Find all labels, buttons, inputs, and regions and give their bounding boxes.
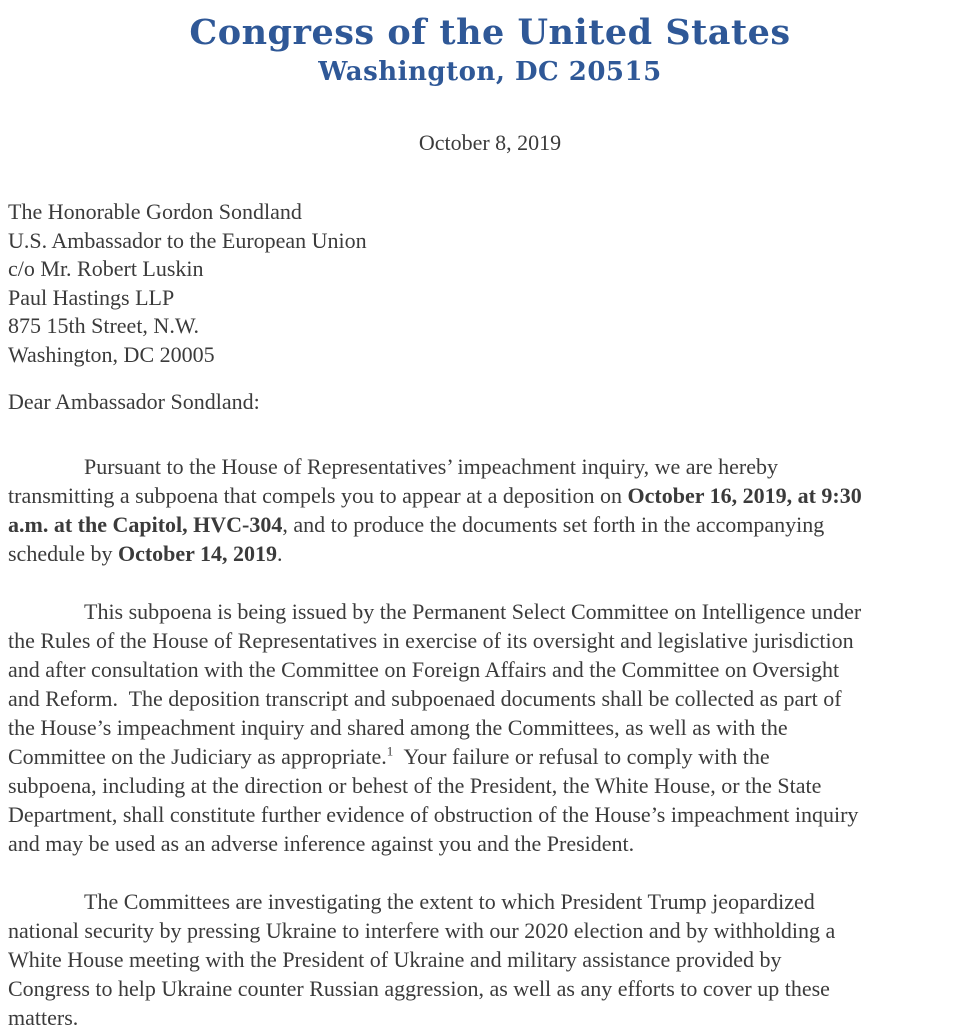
body-text: Congress to help Ukraine counter Russian aggression, as well as any efforts to cover up these [8,976,830,1001]
paragraph-line [8,800,978,829]
body-text: the Rules of the House of Representatives in exercise of its oversight and legislative jurisdiction [8,628,854,653]
recipient-address [8,198,367,369]
congress-title: Congress of the United States [189,12,791,53]
paragraph [8,597,978,858]
paragraph-line [8,713,978,742]
bold-text: October 16, 2019, at 9:30 [627,483,862,508]
body-text: , and to produce the documents set forth in the accompanying [282,512,825,537]
body-text: and may be used as an adverse inference against you and the President. [8,831,635,856]
body-text: Your failure or refusal to comply with the [393,744,770,769]
body-text: subpoena, including at the direction or behest of the President, the White House, or the State [8,773,822,798]
paragraph-line [8,887,978,916]
body-text: . [277,541,283,566]
body-text: schedule by [8,541,118,566]
address-line-street: 875 15th Street, N.W. [8,313,200,338]
paragraph-line [8,974,978,1003]
body-text: Committee on the Judiciary as appropriate. [8,744,387,769]
paragraph-line [8,510,978,539]
body-text: Pursuant to the House of Representatives’ impeachment inquiry, we are hereby [84,454,778,479]
paragraph-line [8,626,978,655]
body-text: and after consultation with the Committee on Foreign Affairs and the Committee on Oversight [8,657,840,682]
address-line-title: U.S. Ambassador to the European Union [8,227,367,253]
address-line-care-of: c/o Mr. Robert Luskin [8,256,204,281]
paragraph [8,887,978,1030]
paragraph-line [8,597,978,626]
date-line: October 8, 2019 [418,130,562,155]
paragraph-line [8,771,978,800]
body-text: Department, shall constitute further evidence of obstruction of the House’s impeachment inquiry [8,802,859,827]
body-text: White House meeting with the President of Ukraine and military assistance provided by [8,947,782,972]
paragraph-line [8,916,978,945]
body-text: This subpoena is being issued by the Permanent Select Committee on Intelligence under [84,599,862,624]
paragraph-line [8,829,978,858]
paragraph-line [8,684,978,713]
paragraph [8,452,978,568]
body-text: The Committees are investigating the extent to which President Trump jeopardized [84,889,815,914]
paragraph-line [8,539,978,568]
letterhead [0,12,980,88]
body-text: matters. [8,1005,79,1030]
bold-text: a.m. at the Capitol, HVC-304 [8,512,283,537]
address-line-name: The Honorable Gordon Sondland [8,199,302,224]
paragraph-line [8,1003,978,1030]
paragraph-line [8,481,978,510]
body-text: and Reform. The deposition transcript and subpoenaed documents shall be collected as part of [8,686,842,711]
letter-body [8,452,978,1030]
paragraph-line [8,655,978,684]
paragraph-line [8,452,978,481]
body-text: national security by pressing Ukraine to interfere with our 2020 election and by withholding a [8,918,836,943]
bold-text: October 14, 2019 [117,541,278,566]
body-text: transmitting a subpoena that compels you to appear at a deposition on [8,483,628,508]
address-line-firm: Paul Hastings LLP [8,284,175,310]
salutation: Dear Ambassador Sondland: [8,389,260,414]
paragraph-line [8,945,978,974]
paragraph-line [8,742,978,771]
body-text: the House’s impeachment inquiry and shared among the Committees, as well as with the [8,715,788,740]
address-line-city: Washington, DC 20005 [8,341,215,367]
washington-subtitle: Washington, DC 20515 [318,57,662,87]
footnote-reference: 1 [386,743,394,759]
